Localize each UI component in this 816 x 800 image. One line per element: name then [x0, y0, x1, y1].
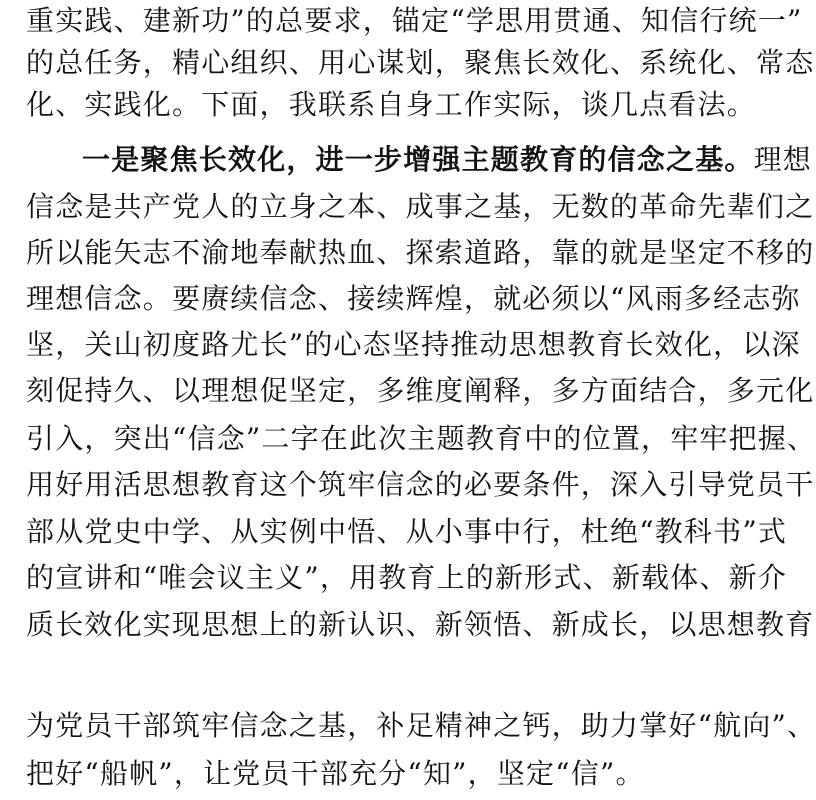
text-line: 坚，关山初度路尤长”的心态坚持推动思想教育长效化，以深 [26, 328, 801, 361]
paragraph-first-line [82, 139, 813, 181]
text-line: 把好“船帆”，让党员干部充分“知”，坚定“信”。 [26, 757, 645, 790]
text-line: 用好用活思想教育这个筑牢信念的必要条件，深入引导党员干 [26, 468, 815, 501]
text-line: 部从党史中学、从实例中悟、从小事中行，杜绝“教科书”式 [26, 515, 788, 548]
text-line: 所以能矢志不渝地奉献热血、探索道路，靠的就是坚定不移的 [26, 236, 815, 269]
text-line: 引入，突出“信念”二字在此次主题教育中的位置，牢牢把握、 [26, 422, 816, 455]
text-line: 信念是共产党人的立身之本、成事之基，无数的革命先辈们之 [26, 190, 815, 223]
text-line: 化、实践化。下面，我联系自身工作实际，谈几点看法。 [26, 88, 757, 121]
text-fragment: 理想 [753, 143, 813, 176]
text-line: 重实践、建新功”的总要求，锚定“学思用贯通、知信行统一” [26, 4, 803, 37]
text-line: 为党员干部筑牢信念之基，补足精神之钙，助力掌好“航向”、 [26, 709, 816, 742]
text-line: 理想信念。要赓续信念、接续辉煌，就必须以“风雨多经志弥 [26, 282, 801, 315]
paragraph-heading: 一是聚焦长效化，进一步增强主题教育的信念之基。 [82, 143, 754, 176]
text-line: 质长效化实现思想上的新认识、新领悟、新成长，以思想教育 [26, 608, 815, 641]
text-line: 的宣讲和“唯会议主义”，用教育上的新形式、新载体、新介 [26, 561, 788, 594]
text-line: 刻促持久、以理想促坚定，多维度阐释，多方面结合，多元化 [26, 374, 815, 407]
text-line: 的总任务，精心组织、用心谋划，聚焦长效化、系统化、常态 [26, 46, 815, 79]
